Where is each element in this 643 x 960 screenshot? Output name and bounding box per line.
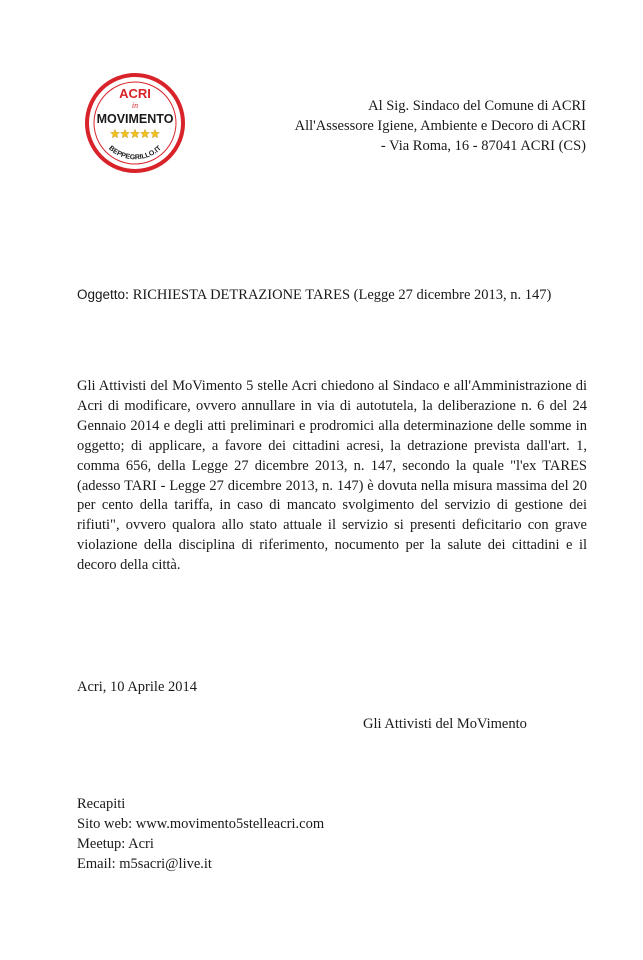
recipient-line-1: Al Sig. Sindaco del Comune di ACRI: [368, 98, 586, 114]
subject-text: : RICHIESTA DETRAZIONE TARES (Legge 27 dicembre 2013, n. 147): [125, 287, 552, 303]
recipient-line-3: - Via Roma, 16 - 87041 ACRI (CS): [380, 138, 586, 154]
subject-line: [77, 287, 551, 304]
subject-label: Oggetto: [77, 287, 126, 302]
logo-top-text: ACRI: [119, 86, 151, 101]
logo-middle-text: in: [131, 101, 139, 110]
logo-ring-textpath: BEPPEGRILLO.IT: [107, 144, 163, 162]
signature: Gli Attivisti del MoVimento: [363, 716, 527, 732]
letter-date: Acri, 10 Aprile 2014: [77, 679, 198, 695]
body-paragraph: Gli Attivisti del MoVimento 5 stelle Acri chiedono al Sindaco e all'Amministrazione di Acri di modificare, ovvero annullare in via di autotutela, la deliberazione n. 6 del 24 Gennaio 2014 e degli atti preliminari e prodromici alla determinazione delle somme in oggetto; di applicare, a favore dei cittadini acresi, la detrazione prevista dall'art. 1, comma 656, della Legge 27 dicembre 2013, n. 147, secondo la quale "l'ex TARES (adesso TARI - Legge 27 dicembre 2013, n. 147) è dovuta nella misura massima del 20 per cento della tariffa, in caso di mancato svolgimento del servizio di gestione dei rifiuti", ovvero qualora allo stato attuale il servizio si presenti deficitario con grave violazione della disciplina di riferimento, nocumento per la salute dei cittadini e il decoro della città.: [77, 378, 587, 574]
logo-main-text: MOVIMENTO: [96, 112, 174, 126]
contacts-block: [77, 794, 324, 874]
contacts-heading: Recapiti: [77, 796, 126, 812]
recipient-block: [295, 96, 586, 156]
movimento-logo: [84, 72, 186, 174]
contact-website: Sito web: www.movimento5stelleacri.com: [77, 816, 325, 832]
contact-meetup: Meetup: Acri: [77, 836, 154, 852]
contact-email: Email: m5sacri@live.it: [77, 856, 212, 872]
recipient-line-2: All'Assessore Igiene, Ambiente e Decoro di ACRI: [294, 118, 586, 134]
